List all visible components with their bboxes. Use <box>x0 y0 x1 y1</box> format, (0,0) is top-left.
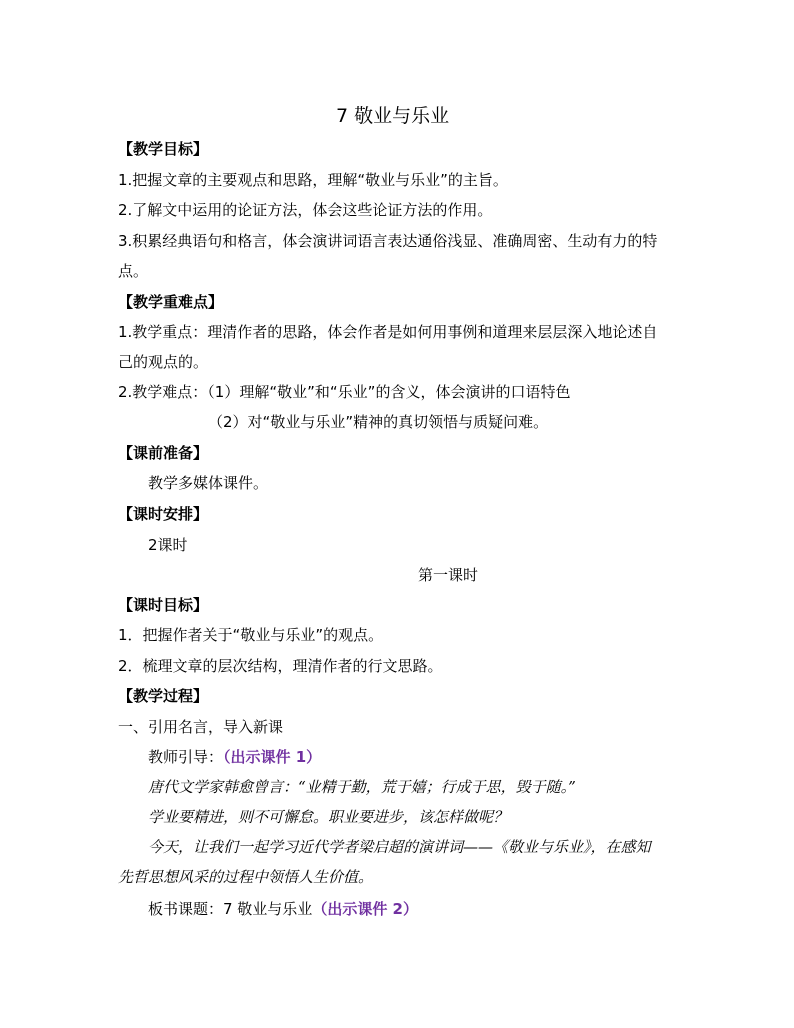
schedule-text: 2课时 <box>148 536 188 554</box>
objectives-heading: 【教学目标】 <box>118 140 209 158</box>
lesson-goal-1: 1．把握作者关于“敬业与乐业”的观点。 <box>118 626 384 644</box>
keypoints-heading: 【教学重难点】 <box>118 293 224 311</box>
today-line-2: 先哲思想风采的过程中领悟人生价值。 <box>118 868 374 886</box>
step-1: 一、引用名言，导入新课 <box>118 718 284 736</box>
lesson-goal-heading: 【课时目标】 <box>118 596 209 614</box>
teacher-intro-line <box>148 747 321 767</box>
teacher-intro: 教师引导： <box>148 748 224 766</box>
prep-text: 教学多媒体课件。 <box>148 474 269 492</box>
keypoint-2: 2.教学难点：（1）理解“敬业”和“乐业”的含义，体会演讲的口语特色 <box>118 383 571 401</box>
board-title-line <box>148 899 418 919</box>
objective-3-cont: 点。 <box>118 262 149 280</box>
process-heading: 【教学过程】 <box>118 687 209 705</box>
objective-2: 2.了解文中运用的论证方法，体会这些论证方法的作用。 <box>118 201 493 219</box>
han-yu-quote: 唐代文学家韩愈曾言：“业精于勤，荒于嬉；行成于思，毁于随。” <box>148 778 576 796</box>
document-title: 7 敬业与乐业 <box>336 105 450 127</box>
schedule-heading: 【课时安排】 <box>118 505 209 523</box>
objective-3: 3.积累经典语句和格言，体会演讲词语言表达通俗浅显、准确周密、生动有力的特 <box>118 232 658 250</box>
objective-1: 1.把握文章的主要观点和思路，理解“敬业与乐业”的主旨。 <box>118 171 508 189</box>
prep-heading: 【课前准备】 <box>118 444 209 462</box>
keypoint-2-cont: （2）对“敬业与乐业”精神的真切领悟与质疑问难。 <box>208 413 549 431</box>
keypoint-1: 1.教学重点：理清作者的思路，体会作者是如何用事例和道理来层层深入地论述自 <box>118 323 658 341</box>
slide-note-1: （出示课件 1） <box>223 748 322 766</box>
question-line: 学业要精进，则不可懈怠。职业要进步，该怎样做呢？ <box>148 808 509 826</box>
lesson-goal-2: 2．梳理文章的层次结构，理清作者的行文思路。 <box>118 657 443 675</box>
slide-note-2: （出示课件 2） <box>312 900 418 918</box>
today-line-1: 今天，让我们一起学习近代学者梁启超的演讲词——《敬业与乐业》，在感知 <box>148 838 651 856</box>
lesson1-title: 第一课时 <box>418 566 479 584</box>
keypoint-1-cont: 己的观点的。 <box>118 353 209 371</box>
board-title: 板书课题：7 敬业与乐业 <box>148 900 313 918</box>
